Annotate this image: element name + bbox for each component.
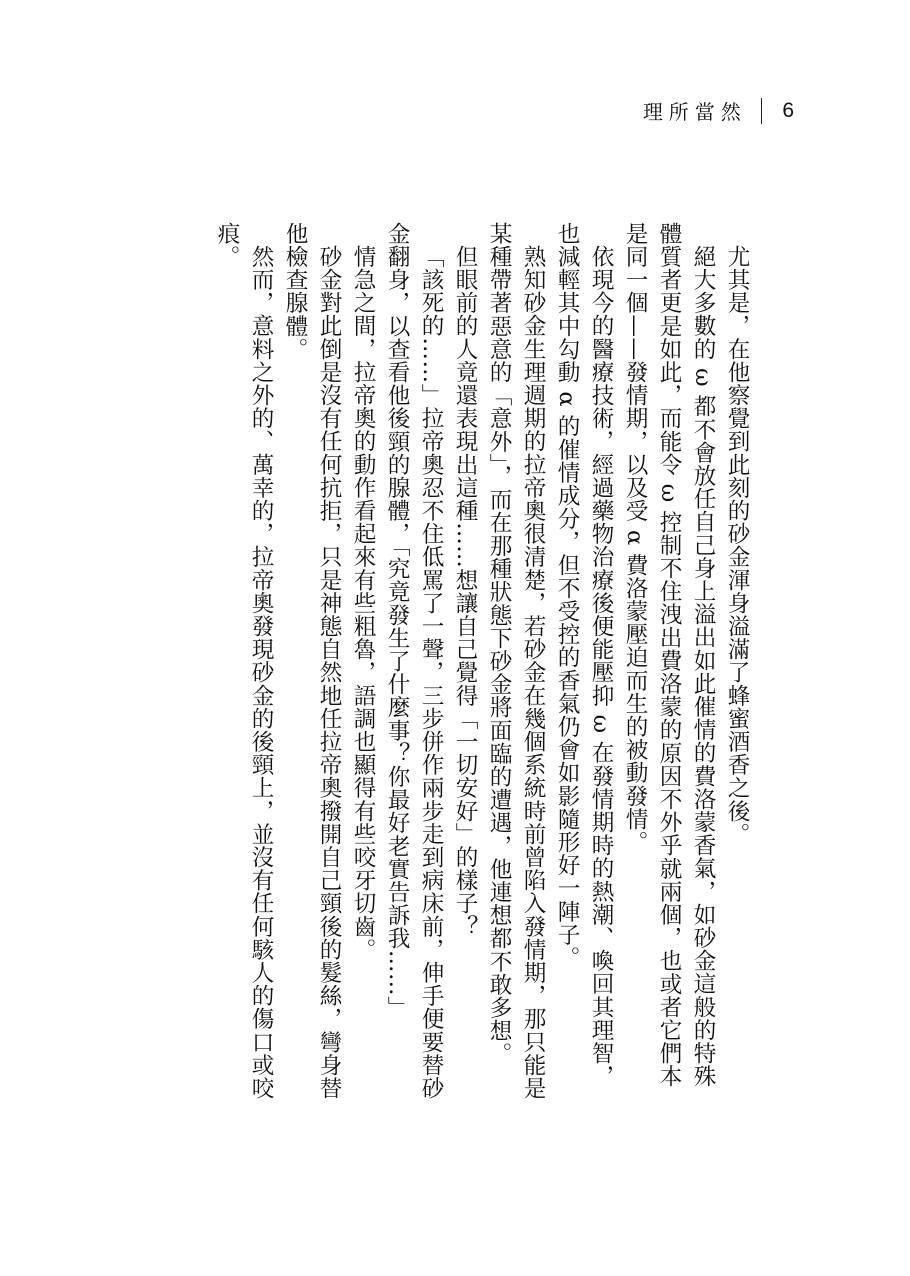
page-body — [210, 222, 754, 1102]
paragraph: 依現今的醫療技術，經過藥物治療後便能壓抑 ω 在發情期時的熱潮、喚回其理智，也減輕其中勾動 α 的催情成分，但不受控的香氣仍會如影隨形好一陣子。 — [554, 222, 614, 1088]
running-header — [643, 96, 794, 125]
page-number: 6 — [782, 98, 794, 122]
paragraph: 但眼前的人竟還表現出這種……想讓自己覺得「一切安好」的樣子？ — [452, 244, 478, 938]
paragraph: 絕大多數的 ω 都不會放任自己身上溢出如此催情的費洛蒙香氣，如砂金這般的特殊體質者更是如此，而能令 ω 控制不住洩出費洛蒙的原因不外乎就兩個，也或者它們本是同一個——發情期，以及受 α 費洛蒙壓迫而生的被動發情。 — [622, 222, 716, 1088]
paragraph: 尤其是，在他察覺到此刻的砂金渾身溢滿了蜂蜜酒香之後。 — [724, 244, 750, 846]
header-divider — [761, 98, 763, 124]
paragraph: 「該死的……」拉帝奧忍不住低罵了一聲，三步併作兩步走到病床前，伸手便要替砂金翻身，以查看他後頸的腺體，「究竟發生了什麼事？你最好老實告訴我……」 — [384, 222, 444, 1100]
paragraph: 砂金對此倒是沒有任何抗拒，只是神態自然地任拉帝奧撥開自己頸後的髮絲，彎身替他檢查腺體。 — [282, 222, 342, 1100]
paragraph: 然而，意料之外的、萬幸的，拉帝奧發現砂金的後頸上，並沒有任何駭人的傷口或咬痕。 — [214, 222, 274, 1100]
paragraph: 情急之間，拉帝奧的動作看起來有些粗魯，語調也顯得有些咬牙切齒。 — [350, 244, 376, 961]
book-title: 理所當然 — [642, 100, 747, 124]
paragraph: 熟知砂金生理週期的拉帝奧很清楚，若砂金在幾個系統時前曾陷入發情期，那只能是某種帶著惡意的「意外」，而在那種狀態下砂金將面臨的遭遇，他連想都不敢多想。 — [486, 222, 546, 1100]
